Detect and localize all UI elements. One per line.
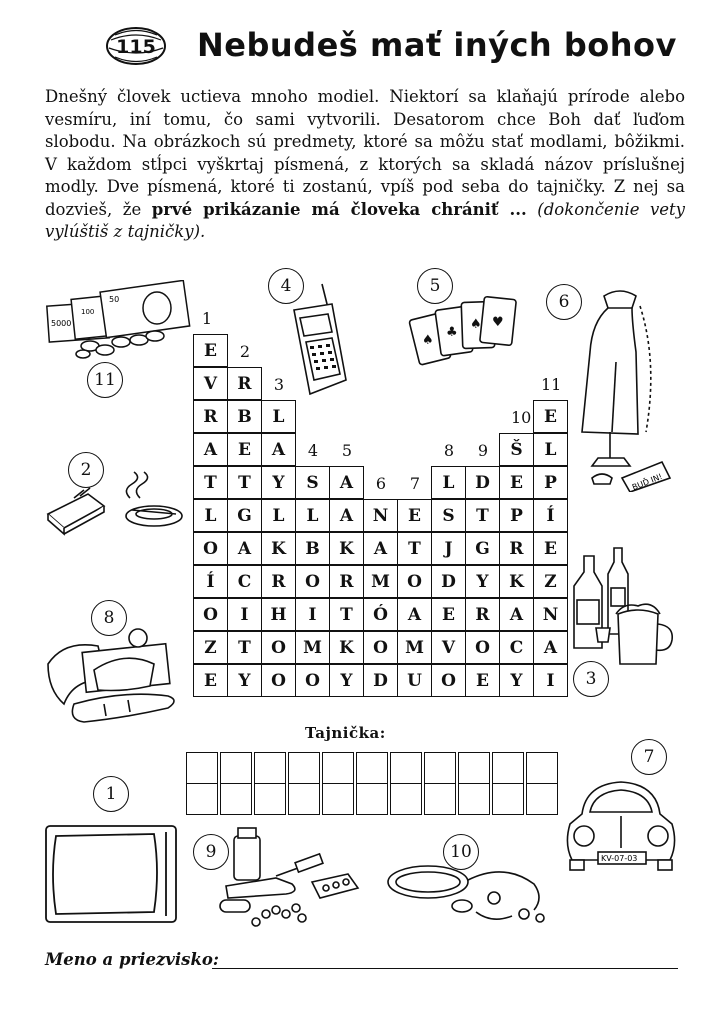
- grid-cell[interactable]: O: [465, 631, 500, 664]
- tajnicka-cell[interactable]: [322, 783, 354, 815]
- grid-cell[interactable]: R: [465, 598, 500, 631]
- tajnicka-cell[interactable]: [254, 783, 286, 815]
- grid-cell[interactable]: Y: [465, 565, 500, 598]
- grid-cell[interactable]: V: [193, 367, 228, 400]
- grid-cell[interactable]: L: [261, 400, 296, 433]
- grid-cell[interactable]: M: [295, 631, 330, 664]
- grid-cell[interactable]: K: [499, 565, 534, 598]
- sign-text: BUĎ IN!: [630, 471, 664, 492]
- grid-cell[interactable]: U: [397, 664, 432, 697]
- grid-cell[interactable]: P: [499, 499, 534, 532]
- tajnicka-cell[interactable]: [356, 783, 388, 815]
- grid-cell[interactable]: O: [431, 664, 466, 697]
- tajnicka-cell[interactable]: [186, 783, 218, 815]
- money-label-50: 50: [109, 295, 120, 304]
- picture-number-2: 2: [68, 452, 104, 488]
- picture-number-9: 9: [193, 834, 229, 870]
- grid-cell[interactable]: Í: [533, 499, 568, 532]
- grid-cell[interactable]: Ó: [363, 598, 398, 631]
- instructions: [45, 86, 685, 244]
- grid-cell[interactable]: K: [261, 532, 296, 565]
- grid-cell[interactable]: R: [329, 565, 364, 598]
- badge-number: 115: [116, 36, 156, 58]
- picture-number-5: 5: [417, 268, 453, 304]
- grid-cell[interactable]: Y: [329, 664, 364, 697]
- grid-cell[interactable]: A: [397, 598, 432, 631]
- tajnicka-cell[interactable]: [526, 752, 558, 784]
- picture-number-3: 3: [573, 661, 609, 697]
- grid-cell[interactable]: D: [363, 664, 398, 697]
- grid-cell[interactable]: D: [465, 466, 500, 499]
- grid-cell[interactable]: Y: [499, 664, 534, 697]
- intro-bold: prvé prikázanie má človeka chrániť ...: [151, 199, 527, 219]
- grid-cell[interactable]: M: [397, 631, 432, 664]
- grid-cell[interactable]: I: [295, 598, 330, 631]
- car-icon: [562, 774, 680, 874]
- grid-cell[interactable]: E: [533, 532, 568, 565]
- grid-cell[interactable]: N: [363, 499, 398, 532]
- grid-cell[interactable]: Y: [227, 664, 262, 697]
- grid-cell[interactable]: T: [227, 466, 262, 499]
- grid-cell[interactable]: L: [533, 433, 568, 466]
- grid-cell[interactable]: Š: [499, 433, 534, 466]
- grid-cell[interactable]: E: [397, 499, 432, 532]
- dress-fashion-icon: [572, 282, 682, 492]
- svg-text:♥: ♥: [492, 315, 504, 330]
- tajnicka-cell[interactable]: [390, 783, 422, 815]
- jewelry-icon: [384, 858, 554, 928]
- grid-cell[interactable]: Y: [261, 466, 296, 499]
- header: [105, 20, 677, 70]
- grid-cell[interactable]: S: [431, 499, 466, 532]
- grid-cell[interactable]: O: [295, 565, 330, 598]
- grid-cell[interactable]: A: [499, 598, 534, 631]
- svg-text:♣: ♣: [446, 325, 458, 340]
- food-icon: [44, 620, 184, 730]
- grid-cell[interactable]: D: [431, 565, 466, 598]
- walnut-badge-icon: [105, 26, 167, 66]
- tajnicka-cell[interactable]: [220, 752, 252, 784]
- grid-cell[interactable]: T: [397, 532, 432, 565]
- picture-number-4: 4: [268, 268, 304, 304]
- grid-cell[interactable]: E: [533, 400, 568, 433]
- name-label: Meno a priezvisko:: [45, 950, 219, 969]
- cigarettes-icon: [44, 470, 184, 540]
- column-number-10: 10: [511, 408, 532, 427]
- grid-cell[interactable]: E: [193, 664, 228, 697]
- tajnicka-cell[interactable]: [458, 752, 490, 784]
- tv-icon: [42, 822, 182, 926]
- grid-cell[interactable]: J: [431, 532, 466, 565]
- tajnicka-cell[interactable]: [492, 752, 524, 784]
- playing-cards-icon: [408, 292, 518, 372]
- grid-cell[interactable]: O: [261, 631, 296, 664]
- money-label-100: 100: [81, 308, 95, 316]
- column-number-8: 8: [443, 441, 455, 460]
- grid-cell[interactable]: C: [499, 631, 534, 664]
- grid-cell[interactable]: C: [227, 565, 262, 598]
- tajnicka-cell[interactable]: [356, 752, 388, 784]
- tajnicka-cell[interactable]: [254, 752, 286, 784]
- column-number-1: 1: [201, 309, 213, 328]
- grid-cell[interactable]: O: [193, 598, 228, 631]
- grid-cell[interactable]: T: [465, 499, 500, 532]
- grid-cell[interactable]: E: [227, 433, 262, 466]
- picture-number-1: 1: [93, 776, 129, 812]
- grid-cell[interactable]: L: [295, 499, 330, 532]
- grid-cell[interactable]: T: [193, 466, 228, 499]
- column-number-4: 4: [307, 441, 319, 460]
- grid-cell[interactable]: I: [227, 598, 262, 631]
- intro-text: Dnešný človek uctieva mnoho modiel. Niektorí sa klaňajú prírode alebo vesmíru, iní tomu, čo sami vytvorili. Desatorom chce Boh dať ľuďom slobodu. Na obrázkoch sú predmety, ktoré sa môžu stať modlami, bôžikmi. V každom stĺpci vyškrtaj písmená, z ktorých sa skladá názov príslušnej modly. Dve písmená, ktoré ti zostanú, vpíš pod seba do tajničky. Z nej sa dozvieš, že: [45, 87, 685, 219]
- mobile-phone-icon: [288, 280, 350, 402]
- alcohol-icon: [568, 544, 678, 672]
- car-plate: KV-07-03: [601, 854, 638, 863]
- money-icon: [45, 280, 195, 360]
- grid-cell[interactable]: G: [465, 532, 500, 565]
- picture-number-7: 7: [631, 739, 667, 775]
- grid-cell[interactable]: R: [499, 532, 534, 565]
- grid-cell[interactable]: N: [533, 598, 568, 631]
- tajnicka-cell[interactable]: [424, 783, 456, 815]
- tajnicka-cell[interactable]: [288, 752, 320, 784]
- tajnicka-cell[interactable]: [288, 783, 320, 815]
- grid-cell[interactable]: H: [261, 598, 296, 631]
- grid-cell[interactable]: I: [533, 664, 568, 697]
- grid-cell[interactable]: E: [465, 664, 500, 697]
- grid-cell[interactable]: E: [431, 598, 466, 631]
- tajnicka-cell[interactable]: [322, 752, 354, 784]
- grid-cell[interactable]: O: [295, 664, 330, 697]
- grid-cell[interactable]: A: [363, 532, 398, 565]
- grid-cell[interactable]: L: [261, 499, 296, 532]
- tajnicka-label: Tajnička:: [305, 724, 386, 742]
- tajnicka-cell[interactable]: [220, 783, 252, 815]
- grid-cell[interactable]: G: [227, 499, 262, 532]
- grid-cell[interactable]: E: [193, 334, 228, 367]
- svg-text:♠: ♠: [470, 317, 482, 332]
- name-input-line[interactable]: [212, 968, 678, 969]
- grid-cell[interactable]: A: [261, 433, 296, 466]
- tajnicka-cell[interactable]: [458, 783, 490, 815]
- grid-cell[interactable]: L: [431, 466, 466, 499]
- grid-cell[interactable]: A: [227, 532, 262, 565]
- picture-number-6: 6: [546, 284, 582, 320]
- grid-cell[interactable]: O: [363, 631, 398, 664]
- grid-cell[interactable]: A: [329, 499, 364, 532]
- grid-cell[interactable]: Z: [193, 631, 228, 664]
- grid-cell[interactable]: A: [193, 433, 228, 466]
- picture-number-11: 11: [87, 362, 123, 398]
- grid-cell[interactable]: B: [227, 400, 262, 433]
- picture-number-8: 8: [91, 600, 127, 636]
- column-number-3: 3: [273, 375, 285, 394]
- grid-cell[interactable]: Z: [533, 565, 568, 598]
- column-number-5: 5: [341, 441, 353, 460]
- grid-cell[interactable]: O: [193, 532, 228, 565]
- grid-cell[interactable]: O: [261, 664, 296, 697]
- grid-cell[interactable]: R: [227, 367, 262, 400]
- grid-cell[interactable]: M: [363, 565, 398, 598]
- grid-cell[interactable]: S: [295, 466, 330, 499]
- column-number-11: 11: [541, 375, 562, 394]
- tajnicka-cell[interactable]: [424, 752, 456, 784]
- grid-cell[interactable]: Í: [193, 565, 228, 598]
- grid-cell[interactable]: T: [227, 631, 262, 664]
- grid-cell[interactable]: R: [261, 565, 296, 598]
- grid-cell[interactable]: V: [431, 631, 466, 664]
- column-number-6: 6: [375, 474, 387, 493]
- grid-cell[interactable]: P: [533, 466, 568, 499]
- column-number-2: 2: [239, 342, 251, 361]
- picture-number-10: 10: [443, 834, 479, 870]
- tajnicka-cell[interactable]: [492, 783, 524, 815]
- svg-text:♠: ♠: [422, 333, 434, 348]
- page-title: Nebudeš mať iných bohov: [197, 26, 677, 64]
- grid-cell[interactable]: A: [533, 631, 568, 664]
- tajnicka-cell[interactable]: [390, 752, 422, 784]
- column-number-9: 9: [477, 441, 489, 460]
- tajnicka-cell[interactable]: [186, 752, 218, 784]
- grid-cell[interactable]: R: [193, 400, 228, 433]
- money-label-5000: 5000: [51, 319, 72, 328]
- tajnicka-cell[interactable]: [526, 783, 558, 815]
- grid-cell[interactable]: L: [193, 499, 228, 532]
- grid-cell[interactable]: A: [329, 466, 364, 499]
- grid-cell[interactable]: K: [329, 532, 364, 565]
- drugs-icon: [216, 826, 366, 936]
- grid-cell[interactable]: K: [329, 631, 364, 664]
- grid-cell[interactable]: O: [397, 565, 432, 598]
- column-number-7: 7: [409, 474, 421, 493]
- grid-cell[interactable]: T: [329, 598, 364, 631]
- grid-cell[interactable]: E: [499, 466, 534, 499]
- intro-italic: (dokončenie vety vylúštiš z tajničky).: [45, 199, 685, 241]
- grid-cell[interactable]: B: [295, 532, 330, 565]
